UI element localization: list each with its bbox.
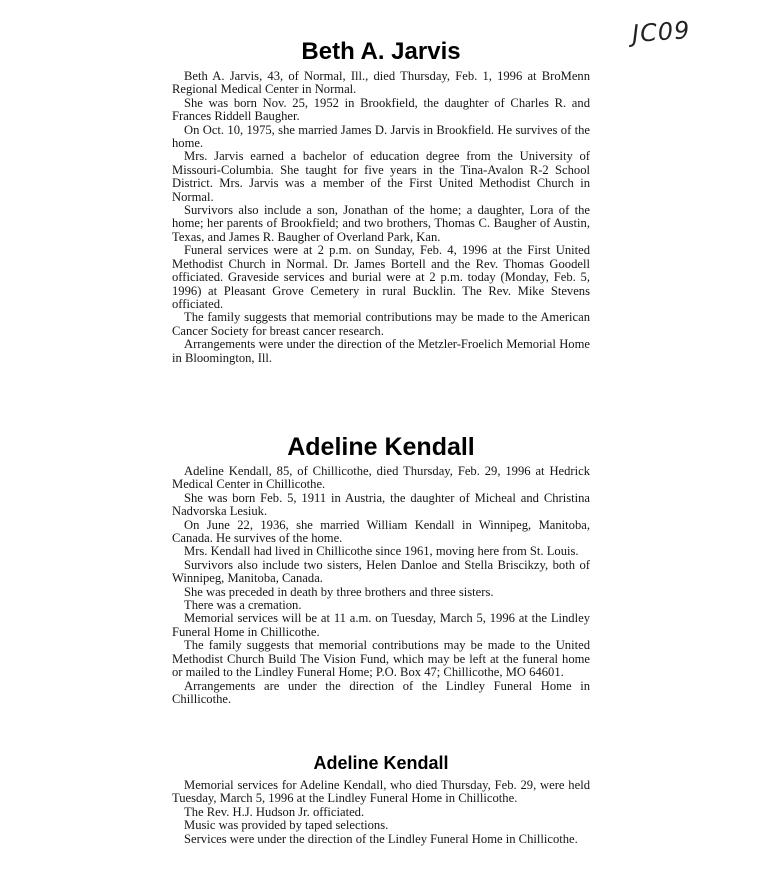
obituary-paragraph: Arrangements are under the direction of the Lindley Funeral Home in Chillicothe. <box>172 678 590 706</box>
obituary-beth-jarvis <box>172 38 590 365</box>
obituary-paragraph: There was a cremation. <box>184 598 302 613</box>
obituary-paragraph: Adeline Kendall, 85, of Chillicothe, died Thursday, Feb. 29, 1996 at Hedrick Medical Center in Chillicothe. <box>172 464 590 492</box>
obituary-paragraph: Beth A. Jarvis, 43, of Normal, Ill., died Thursday, Feb. 1, 1996 at BroMenn Regional Medical Center in Normal. <box>172 69 590 97</box>
obituary-paragraph: Memorial services will be at 11 a.m. on Tuesday, March 5, 1996 at the Lindley Funeral Home in Chillicothe. <box>172 611 590 639</box>
obituary-paragraph: She was born Nov. 25, 1952 in Brookfield, the daughter of Charles R. and Frances Riddell Baugher. <box>172 95 590 124</box>
obituary-paragraph: Mrs. Kendall had lived in Chillicothe since 1961, moving here from St. Louis. <box>184 544 579 559</box>
obituary-title: Adeline Kendall <box>313 753 449 773</box>
obituary-paragraph: Funeral services were at 2 p.m. on Sunday, Feb. 4, 1996 at the First United Methodist Church in Normal. Dr. James Bortell and the Rev. Thomas Goodell officiated. Graveside services and burial were at 2 p.m. today (Monday, Feb. 5, 1996) at Pleasant Grove Cemetery in rural Bucklin. The Rev. Mike Stevens officiated. <box>172 243 590 311</box>
obituary-paragraph: Services were under the direction of the Lindley Funeral Home in Chillicothe. <box>184 831 578 846</box>
obituary-paragraph: Memorial services for Adeline Kendall, who died Thursday, Feb. 29, were held Tuesday, March 5, 1996 at the Lindley Funeral Home in Chillicothe. <box>172 778 590 806</box>
obituary-paragraph: She was preceded in death by three brothers and three sisters. <box>184 584 494 599</box>
obituary-paragraph: The family suggests that memorial contributions may be made to the United Methodist Church Build The Vision Fund, which may be left at the funeral home or mailed to the Lindley Funeral Home; P.O. Box 47; Chillicothe, MO 64601. <box>172 638 590 680</box>
obituary-paragraph: Survivors also include two sisters, Helen Danloe and Stella Briscikzy, both of Winnipeg, Manitoba, Canada. <box>172 557 590 586</box>
memorial-notice-adeline-kendall <box>172 752 590 846</box>
obituary-paragraph: On Oct. 10, 1975, she married James D. Jarvis in Brookfield. He survives of the home. <box>172 122 590 151</box>
obituary-paragraph: Mrs. Jarvis earned a bachelor of education degree from the University of Missouri-Columbia. She taught for five years in the Tina-Avalon R-2 School District. Mrs. Jarvis was a member of the First United Methodist Church in Normal. <box>172 149 590 204</box>
obituary-paragraph: Survivors also include a son, Jonathan of the home; a daughter, Lora of the home; her parents of Brookfield; and two brothers, Thomas C. Baugher of Austin, Texas, and James R. Baugher of Overland Park, Kan. <box>172 203 590 244</box>
obituary-paragraph: She was born Feb. 5, 1911 in Austria, the daughter of Micheal and Christina Nadvorska Lesiuk. <box>172 490 590 519</box>
obituary-paragraph: On June 22, 1936, she married William Kendall in Winnipeg, Manitoba, Canada. He survives of the home. <box>172 517 590 546</box>
obituary-adeline-kendall <box>172 433 590 706</box>
obituary-paragraph: Arrangements were under the direction of the Metzler-Froelich Memorial Home in Bloomington, Ill. <box>172 337 590 365</box>
obituary-paragraph: The family suggests that memorial contributions may be made to the American Cancer Society for breast cancer research. <box>172 310 590 338</box>
obituary-title: Beth A. Jarvis <box>301 38 461 65</box>
obituary-paragraph: The Rev. H.J. Hudson Jr. officiated. <box>184 804 365 819</box>
obituary-paragraph: Music was provided by taped selections. <box>184 818 389 833</box>
obituary-title: Adeline Kendall <box>287 433 475 461</box>
handwritten-reference-code: JC09 <box>631 15 692 49</box>
